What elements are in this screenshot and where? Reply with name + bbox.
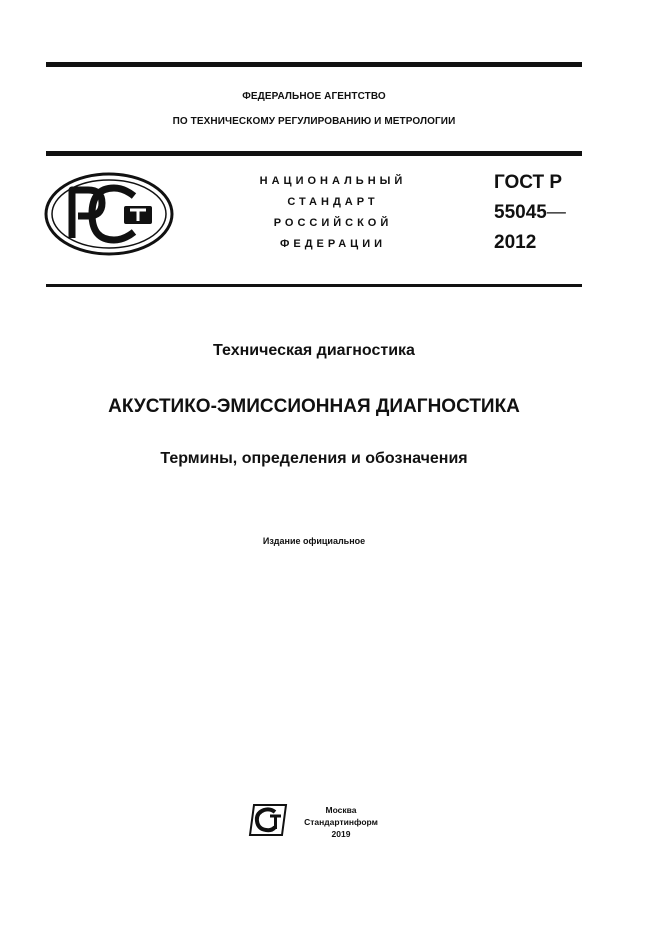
standard-number: 55045	[494, 202, 547, 223]
document-title: АКУСТИКО-ЭМИССИОННАЯ ДИАГНОСТИКА	[108, 396, 520, 417]
standard-dash: —	[546, 202, 566, 223]
standard-number-row	[494, 198, 566, 228]
standard-year: 2012	[494, 232, 537, 253]
middle-divider	[46, 151, 582, 156]
standard-prefix: ГОСТ Р	[494, 172, 563, 193]
agency-name-line-1: ФЕДЕРАЛЬНОЕ АГЕНТСТВО	[242, 91, 386, 102]
standard-type-line: РОССИЙСКОЙ	[273, 217, 393, 229]
rst-certification-mark-icon	[44, 172, 174, 256]
lower-divider	[46, 284, 582, 287]
publisher-year: 2019	[331, 829, 351, 839]
standard-type-line: ФЕДЕРАЦИИ	[279, 238, 387, 250]
standard-type-line: НАЦИОНАЛЬНЫЙ	[259, 175, 407, 187]
standartinform-logo-icon	[248, 803, 288, 837]
publisher-city: Москва	[325, 805, 357, 815]
standard-type-line: СТАНДАРТ	[287, 196, 379, 208]
edition-note: Издание официальное	[262, 536, 366, 546]
standard-type	[238, 171, 428, 255]
publisher-info	[296, 804, 386, 840]
top-divider	[46, 62, 582, 67]
standard-designation	[494, 168, 566, 258]
publisher-name: Стандартинформ	[304, 817, 378, 827]
agency-name-line-2: ПО ТЕХНИЧЕСКОМУ РЕГУЛИРОВАНИЮ И МЕТРОЛОГИИ	[172, 116, 456, 127]
document-category: Техническая диагностика	[213, 342, 415, 359]
document-subtitle: Термины, определения и обозначения	[160, 450, 468, 467]
